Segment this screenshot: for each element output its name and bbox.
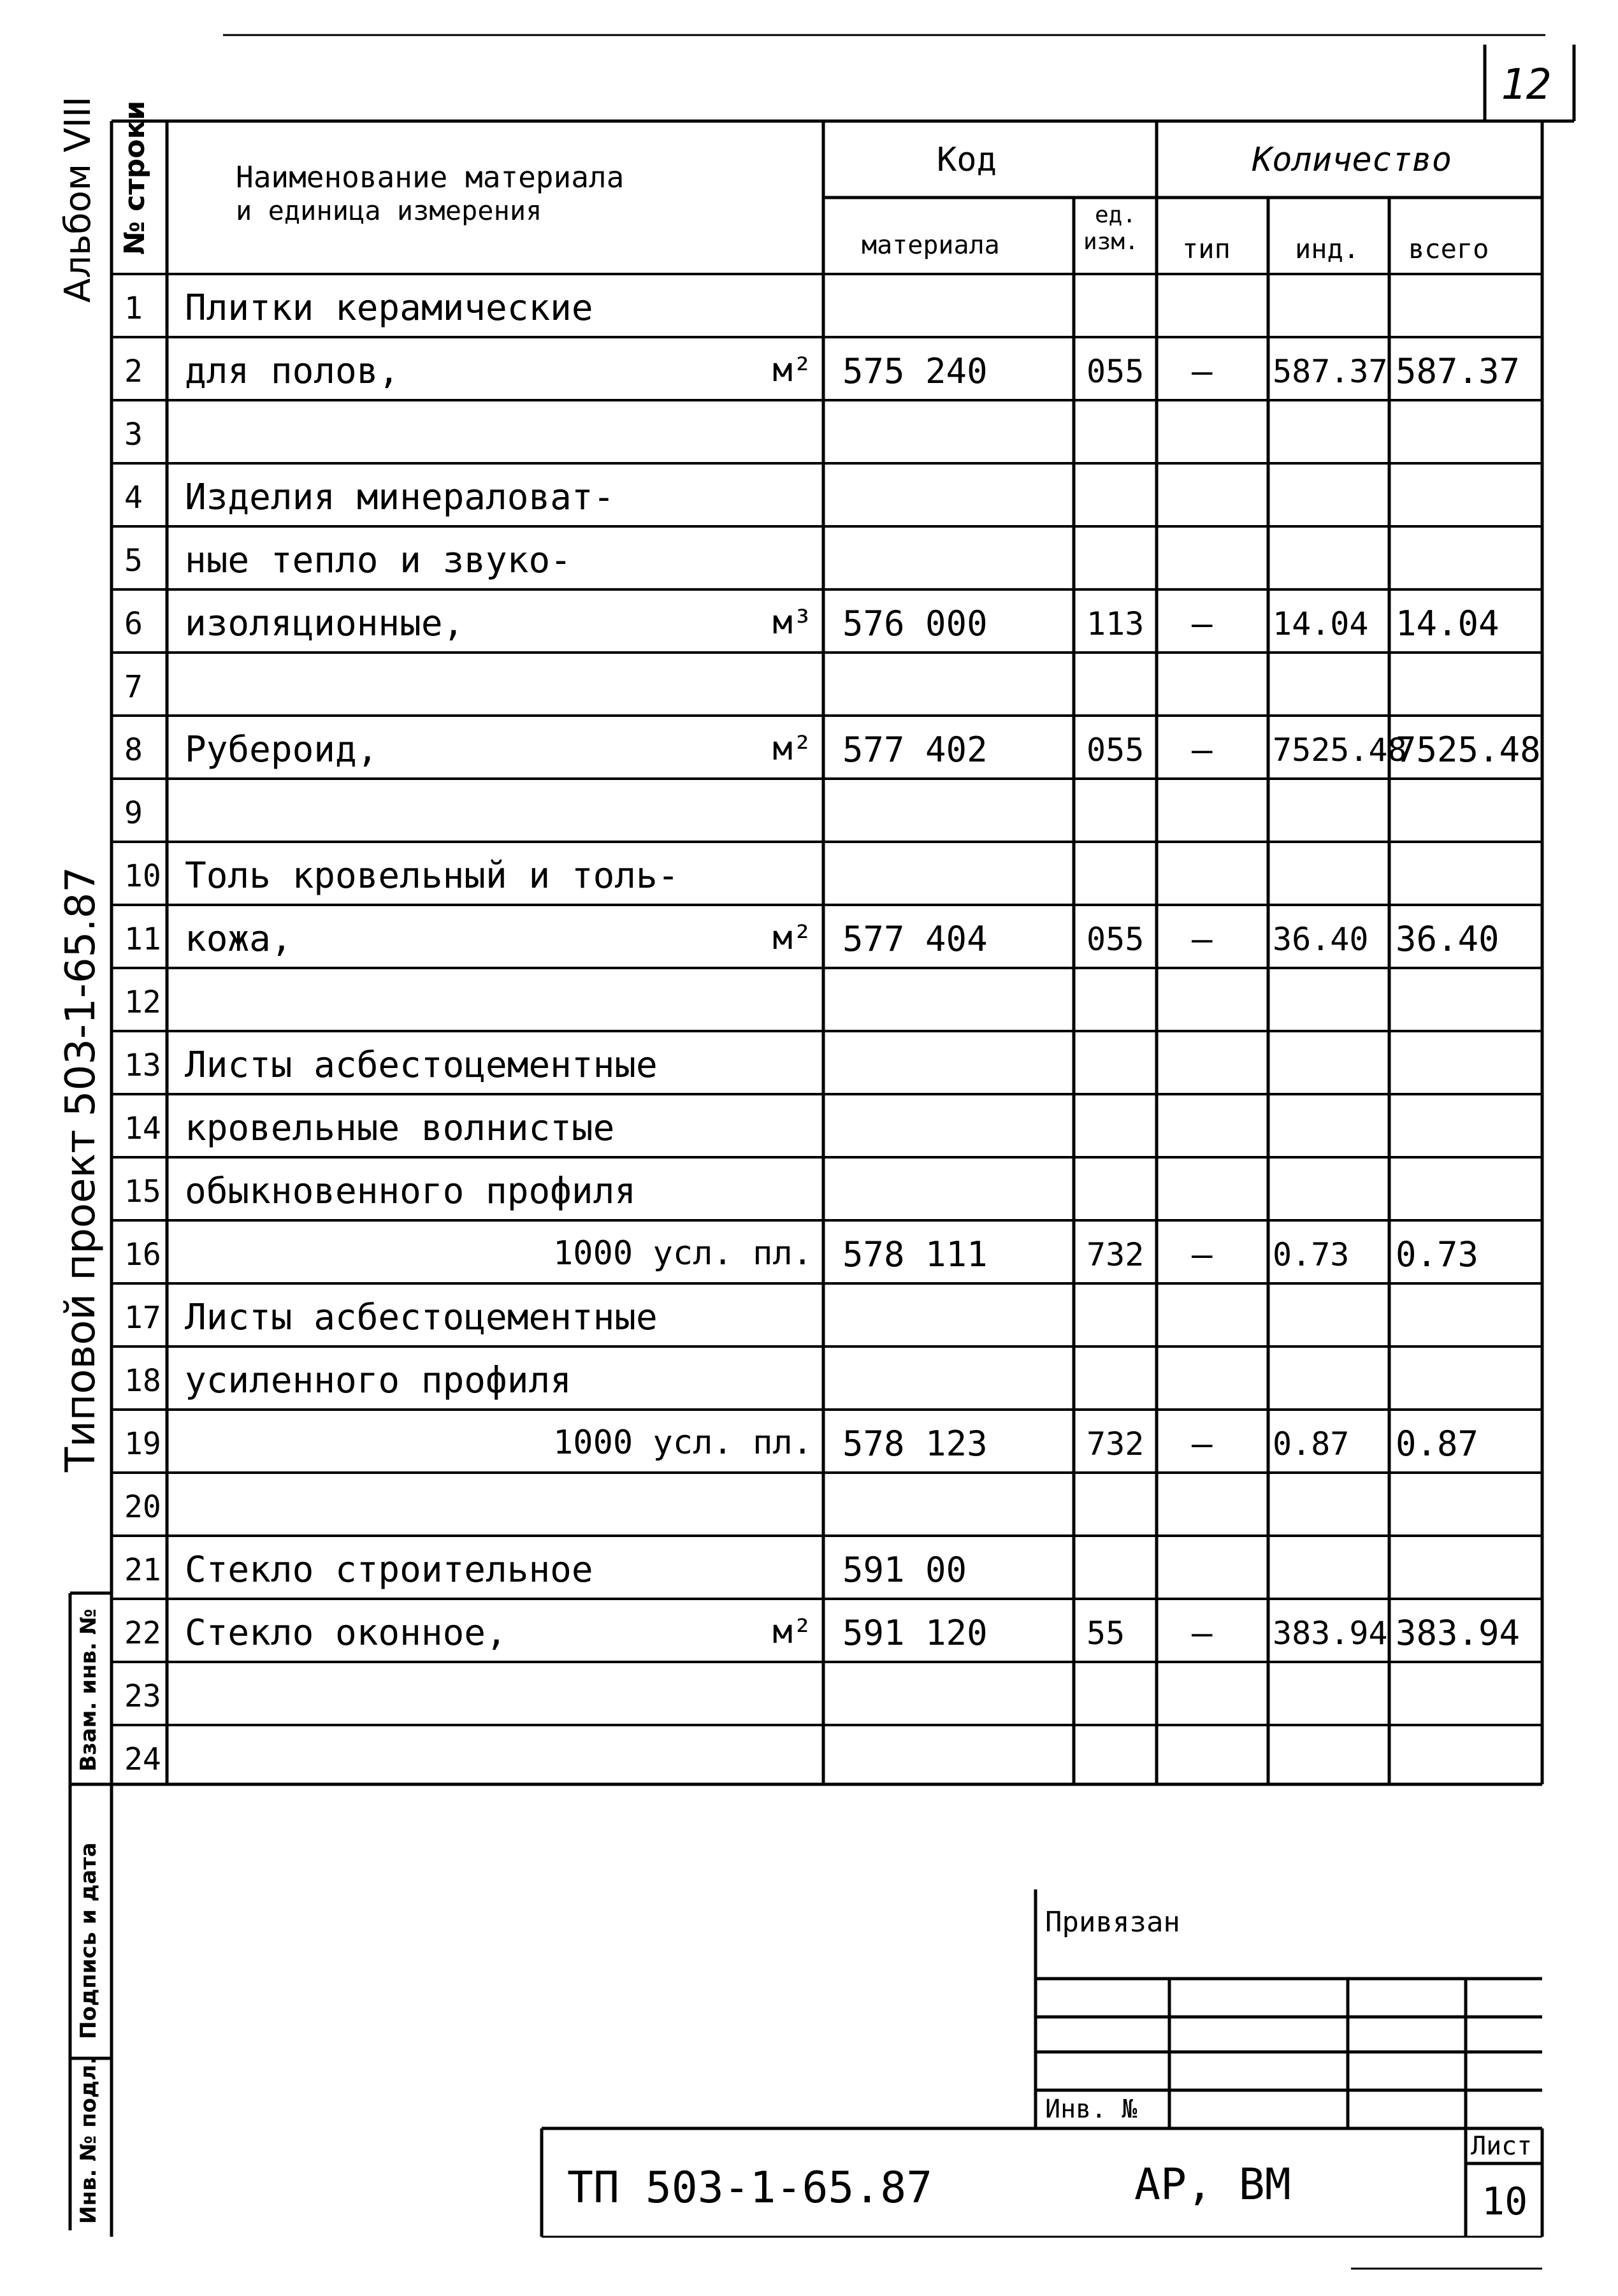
- unit-code: 732: [1087, 1236, 1145, 1273]
- material-unit: 1000 усл. пл.: [553, 1234, 813, 1273]
- row-number: 12: [124, 984, 161, 1020]
- header-unit-2: изм.: [1083, 229, 1139, 255]
- quantity-ind: 0.73: [1273, 1236, 1350, 1273]
- material-name: для полов,: [185, 350, 400, 392]
- privyazan-label: Привязан: [1045, 1906, 1180, 1939]
- material-name: изоляционные,: [185, 602, 465, 644]
- row-number: 16: [124, 1236, 161, 1273]
- row-number: 14: [124, 1110, 161, 1146]
- material-code: 577 402: [842, 729, 988, 770]
- inv-vzam-label: Взам. инв. №: [76, 1608, 101, 1772]
- row-number: 10: [124, 858, 161, 894]
- row-number: 17: [124, 1299, 161, 1336]
- signature-date-label: Подпись и дата: [76, 1842, 101, 2039]
- quantity-ind: 383.94: [1273, 1614, 1388, 1652]
- row-number: 22: [124, 1615, 161, 1651]
- material-name: Стекло строительное: [185, 1549, 593, 1591]
- header-name: Наименование материала: [236, 160, 625, 194]
- quantity-ind: 36.40: [1273, 920, 1369, 958]
- material-name: обыкновенного профиля: [185, 1170, 637, 1212]
- row-number: 15: [124, 1173, 161, 1209]
- row-number: 6: [124, 605, 143, 642]
- material-code: 577 404: [842, 918, 988, 959]
- unit-code: 732: [1087, 1425, 1145, 1462]
- material-name: Рубероид,: [185, 728, 379, 770]
- quantity-ind: 587.37: [1273, 352, 1388, 390]
- material-name: Плитки керамические: [185, 287, 593, 329]
- header-code: Код: [937, 141, 997, 179]
- material-unit: м²: [772, 729, 813, 768]
- quantity-type: —: [1192, 1612, 1213, 1653]
- header-quantity: Количество: [1252, 141, 1452, 179]
- material-code: 578 111: [842, 1234, 988, 1274]
- material-name: ные тепло и звуко-: [185, 539, 572, 581]
- row-number: 24: [124, 1741, 161, 1777]
- row-number: 1: [124, 290, 143, 326]
- quantity-ind: 14.04: [1273, 605, 1369, 642]
- material-code: 578 123: [842, 1423, 988, 1464]
- row-number: 18: [124, 1362, 161, 1399]
- material-name: усиленного профиля: [185, 1359, 572, 1401]
- project-label: Типовой проект 503-1-65.87: [57, 866, 105, 1472]
- quantity-total: 0.87: [1396, 1423, 1479, 1464]
- row-number-header: № строки: [119, 100, 151, 255]
- sheet-label: Лист: [1471, 2132, 1533, 2161]
- row-number: 8: [124, 732, 143, 768]
- header-unit-1: ед.: [1095, 202, 1137, 228]
- quantity-type: —: [1192, 603, 1213, 644]
- material-code: 591 00: [842, 1549, 967, 1590]
- sheet-number: 10: [1482, 2179, 1528, 2224]
- quantity-type: —: [1192, 1423, 1213, 1464]
- header-material: материала: [862, 231, 1000, 260]
- material-unit: м²: [772, 350, 813, 389]
- unit-code: 055: [1087, 920, 1145, 958]
- quantity-type: —: [1192, 1234, 1213, 1274]
- material-name: Толь кровельный и толь-: [185, 855, 679, 897]
- page-number: 12: [1501, 60, 1552, 109]
- row-number: 21: [124, 1552, 161, 1588]
- row-number: 5: [124, 542, 143, 579]
- quantity-type: —: [1192, 350, 1213, 391]
- row-number: 2: [124, 353, 143, 389]
- row-number: 7: [124, 668, 143, 705]
- material-unit: м³: [772, 603, 813, 642]
- material-unit: м²: [772, 1612, 813, 1651]
- quantity-total: 36.40: [1396, 918, 1499, 959]
- header-type: тип: [1182, 233, 1231, 264]
- quantity-total: 0.73: [1396, 1234, 1479, 1274]
- material-name: кровельные волнистые: [185, 1107, 615, 1149]
- row-number: 19: [124, 1426, 161, 1462]
- unit-code: 113: [1087, 605, 1145, 642]
- row-number: 20: [124, 1489, 161, 1525]
- quantity-ind: 7525.48: [1273, 731, 1407, 769]
- quantity-type: —: [1192, 918, 1213, 959]
- quantity-total: 14.04: [1396, 603, 1499, 644]
- material-code: 591 120: [842, 1612, 988, 1653]
- header-ind: инд.: [1295, 233, 1360, 264]
- material-unit: 1000 усл. пл.: [553, 1423, 813, 1462]
- material-name: кожа,: [185, 918, 293, 960]
- material-name: Листы асбестоцементные: [185, 1044, 658, 1086]
- row-number: 3: [124, 416, 143, 452]
- header-name-unit: и единица измерения: [236, 195, 542, 226]
- row-number: 23: [124, 1678, 161, 1714]
- row-number: 9: [124, 795, 143, 831]
- album-label: Альбом VIII: [57, 96, 99, 303]
- unit-code: 055: [1087, 352, 1145, 390]
- material-name: Изделия минераловат-: [185, 476, 615, 518]
- inv-no-label: Инв. №: [1045, 2095, 1138, 2124]
- unit-code: 055: [1087, 731, 1145, 769]
- header-total: всего: [1408, 233, 1489, 264]
- quantity-total: 587.37: [1396, 350, 1520, 391]
- document-code: ТП 503-1-65.87: [567, 2163, 933, 2213]
- quantity-type: —: [1192, 729, 1213, 770]
- quantity-total: 7525.48: [1396, 729, 1541, 770]
- material-code: 576 000: [842, 603, 988, 644]
- inv-podl-label: Инв. № подл.: [76, 2056, 101, 2224]
- material-name: Листы асбестоцементные: [185, 1296, 658, 1338]
- row-number: 13: [124, 1047, 161, 1083]
- material-name: Стекло оконное,: [185, 1612, 507, 1654]
- material-code: 575 240: [842, 350, 988, 391]
- unit-code: 55: [1087, 1614, 1125, 1652]
- row-number: 11: [124, 921, 161, 957]
- quantity-ind: 0.87: [1273, 1425, 1350, 1462]
- document-type: АР, ВМ: [1134, 2160, 1291, 2210]
- material-unit: м²: [772, 918, 813, 957]
- row-number: 4: [124, 479, 143, 516]
- quantity-total: 383.94: [1396, 1612, 1520, 1653]
